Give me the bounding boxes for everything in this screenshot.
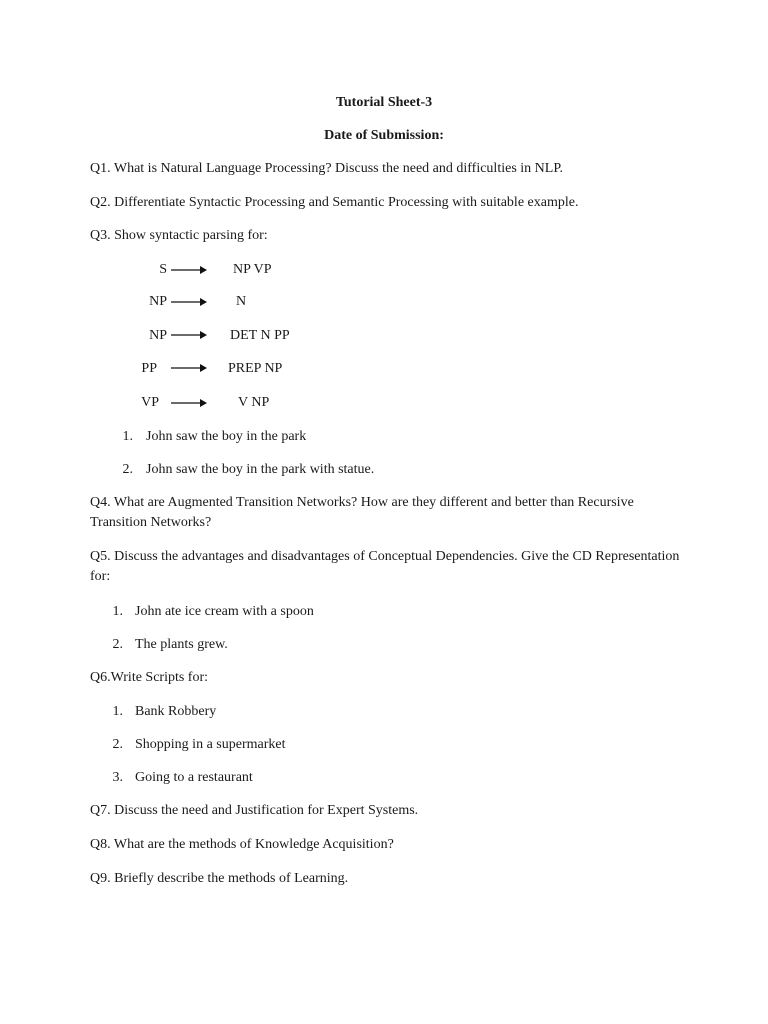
- rule-rhs: DET N PP: [230, 328, 290, 343]
- rule-lhs: VP: [141, 395, 159, 410]
- right-arrow-icon: [171, 292, 207, 312]
- rule-lhs: S: [159, 262, 167, 277]
- list-number: 1.: [112, 704, 123, 719]
- rule-rhs: NP VP: [233, 262, 272, 277]
- rule-lhs: PP: [141, 361, 157, 376]
- rule-lhs: NP: [149, 328, 167, 343]
- list-number: 2.: [112, 637, 123, 652]
- question-7: Q7. Discuss the need and Justification for Expert Systems.: [90, 803, 419, 818]
- list-number: 1.: [112, 604, 123, 619]
- list-item-text: John saw the boy in the park with statue.: [146, 462, 375, 477]
- question-6: Q6.Write Scripts for:: [90, 670, 209, 685]
- document-title: Tutorial Sheet-3: [335, 95, 433, 110]
- rule-lhs: NP: [149, 294, 167, 309]
- list-number: 1.: [122, 429, 133, 444]
- rule-rhs: N: [236, 294, 247, 309]
- right-arrow-icon: [171, 260, 207, 280]
- right-arrow-icon: [171, 393, 207, 413]
- question-9: Q9. Briefly describe the methods of Learning.: [90, 871, 349, 886]
- question-4: Q4. What are Augmented Transition Networks? How are they different and better than Recursive Transition Networks?: [90, 495, 634, 530]
- list-item-text: Bank Robbery: [135, 704, 217, 719]
- question-8: Q8. What are the methods of Knowledge Acquisition?: [90, 837, 394, 852]
- rule-rhs: V NP: [238, 395, 270, 410]
- submission-date-label: Date of Submission:: [324, 128, 444, 143]
- list-number: 2.: [112, 737, 123, 752]
- list-item-text: The plants grew.: [135, 637, 228, 652]
- list-number: 2.: [122, 462, 133, 477]
- question-2: Q2. Differentiate Syntactic Processing and Semantic Processing with suitable example.: [90, 195, 579, 210]
- list-number: 3.: [112, 770, 123, 785]
- question-3: Q3. Show syntactic parsing for:: [90, 228, 268, 243]
- list-item-text: John ate ice cream with a spoon: [135, 604, 314, 619]
- right-arrow-icon: [171, 358, 207, 378]
- list-item-text: Shopping in a supermarket: [135, 737, 286, 752]
- right-arrow-icon: [171, 325, 207, 345]
- question-1: Q1. What is Natural Language Processing? Discuss the need and difficulties in NLP.: [90, 161, 564, 176]
- rule-rhs: PREP NP: [228, 361, 283, 376]
- question-5: Q5. Discuss the advantages and disadvantages of Conceptual Dependencies. Give the CD Representation for:: [90, 549, 680, 584]
- list-item-text: Going to a restaurant: [135, 770, 253, 785]
- list-item-text: John saw the boy in the park: [146, 429, 307, 444]
